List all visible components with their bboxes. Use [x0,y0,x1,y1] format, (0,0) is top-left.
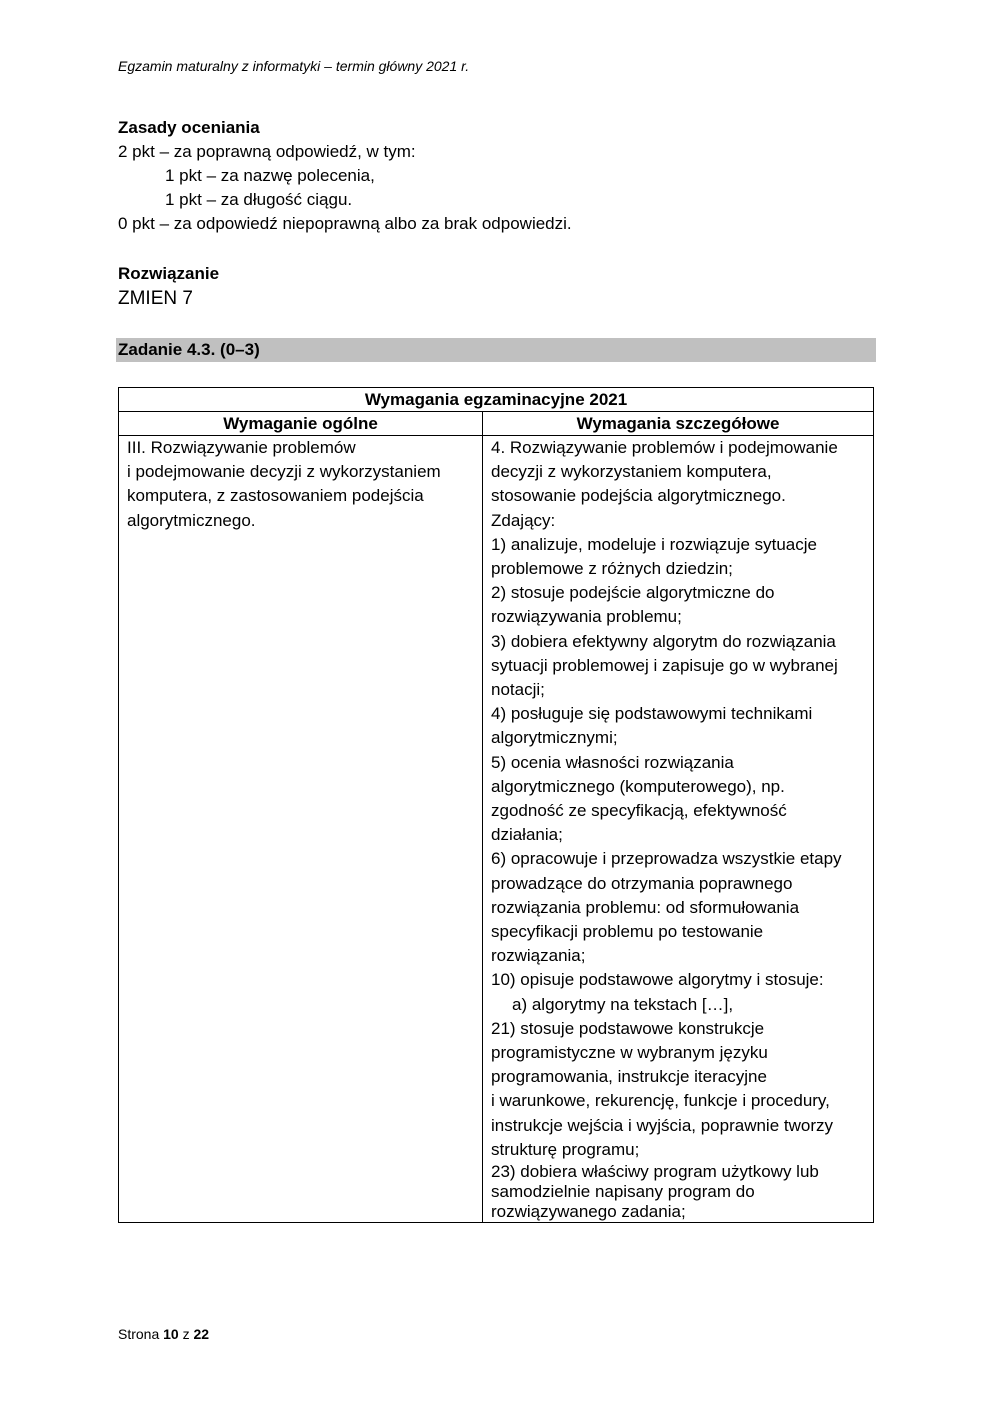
scoring-title: Zasady oceniania [118,118,260,137]
detailed-requirement-line: decyzji z wykorzystaniem komputera, [491,462,772,482]
detailed-requirement-line: 3) dobiera efektywny algorytm do rozwiązania [491,631,836,651]
detailed-requirement-line: rozwiązywanego zadania; [491,1202,686,1222]
scoring-section [118,116,572,236]
page-total: 22 [193,1326,210,1342]
solution-answer: ZMIEN 7 [118,288,193,309]
detailed-requirement-line: algorytmicznymi; [491,728,618,748]
task-title: Zadanie 4.3. (0–3) [116,338,876,362]
requirements-table [118,387,874,1223]
detailed-requirements-cell [483,436,874,1223]
footer-separator: z [182,1326,190,1342]
general-requirement-line: komputera, z zastosowaniem podejścia [127,486,424,506]
detailed-requirement-line: i warunkowe, rekurencję, funkcje i procedury, [491,1091,830,1111]
footer-prefix: Strona [118,1326,160,1342]
general-requirement-line: algorytmicznego. [127,510,256,530]
detailed-requirement-line: 10) opisuje podstawowe algorytmy i stosuje: [491,970,824,990]
page-footer [118,1326,209,1342]
detailed-requirement-line: stosowanie podejścia algorytmicznego. [491,486,786,506]
document-header: Egzamin maturalny z informatyki – termin główny 2021 r. [118,58,470,74]
scoring-line: 1 pkt – za długość ciągu. [165,190,353,209]
page-number: 10 [163,1326,179,1342]
detailed-requirement-line: 4) posługuje się podstawowymi technikami [491,704,813,724]
detailed-requirement-line: 6) opracowuje i przeprowadza wszystkie etapy [491,849,842,869]
column-header-general: Wymaganie ogólne [119,412,483,436]
detailed-requirement-line: 23) dobiera właściwy program użytkowy lub [491,1162,819,1182]
scoring-line: 2 pkt – za poprawną odpowiedź, w tym: [118,142,416,161]
detailed-requirement-line: samodzielnie napisany program do [491,1182,755,1202]
detailed-requirement-line: rozwiązywania problemu; [491,607,682,627]
general-requirement-cell [119,436,483,1223]
detailed-requirement-line: algorytmicznego (komputerowego), np. [491,776,785,796]
detailed-requirement-line: zgodność ze specyfikacją, efektywność [491,801,787,821]
solution-title: Rozwiązanie [118,264,220,283]
detailed-requirement-line: rozwiązania; [491,946,586,966]
detailed-requirement-line: 21) stosuje podstawowe konstrukcje [491,1018,765,1038]
detailed-requirement-line: problemowe z różnych dziedzin; [491,559,733,579]
detailed-requirement-line: instrukcje wejścia i wyjścia, poprawnie tworzy [491,1115,834,1135]
detailed-requirement-line: sytuacji problemowej i zapisuje go w wybranej [491,655,838,675]
scoring-line: 1 pkt – za nazwę polecenia, [165,166,375,185]
column-header-detailed: Wymagania szczegółowe [483,412,874,436]
detailed-requirement-line: a) algorytmy na tekstach […], [512,994,734,1014]
detailed-requirement-line: Zdający: [491,510,556,530]
requirements-title: Wymagania egzaminacyjne 2021 [119,388,874,412]
general-requirement-line: i podejmowanie decyzji z wykorzystaniem [127,462,441,482]
scoring-line: 0 pkt – za odpowiedź niepoprawną albo za brak odpowiedzi. [118,214,572,233]
detailed-requirement-line: 4. Rozwiązywanie problemów i podejmowanie [491,438,838,457]
detailed-requirement-line: prowadzące do otrzymania poprawnego [491,873,793,893]
detailed-requirement-line: działania; [491,825,563,845]
detailed-requirement-line: programowania, instrukcje iteracyjne [491,1067,767,1087]
detailed-requirement-line: rozwiązania problemu: od sformułowania [491,897,800,917]
detailed-requirement-line: notacji; [491,680,545,700]
detailed-requirement-line: programistyczne w wybranym języku [491,1043,768,1063]
detailed-requirement-line: 5) ocenia własności rozwiązania [491,752,734,772]
general-requirement-line: III. Rozwiązywanie problemów [127,438,356,457]
detailed-requirement-line: 1) analizuje, modeluje i rozwiązuje sytuacje [491,534,817,554]
detailed-requirement-line: 2) stosuje podejście algorytmiczne do [491,583,775,603]
detailed-requirement-line: specyfikacji problemu po testowanie [491,922,764,942]
detailed-requirement-line: strukturę programu; [491,1139,640,1159]
solution-section [118,262,219,312]
